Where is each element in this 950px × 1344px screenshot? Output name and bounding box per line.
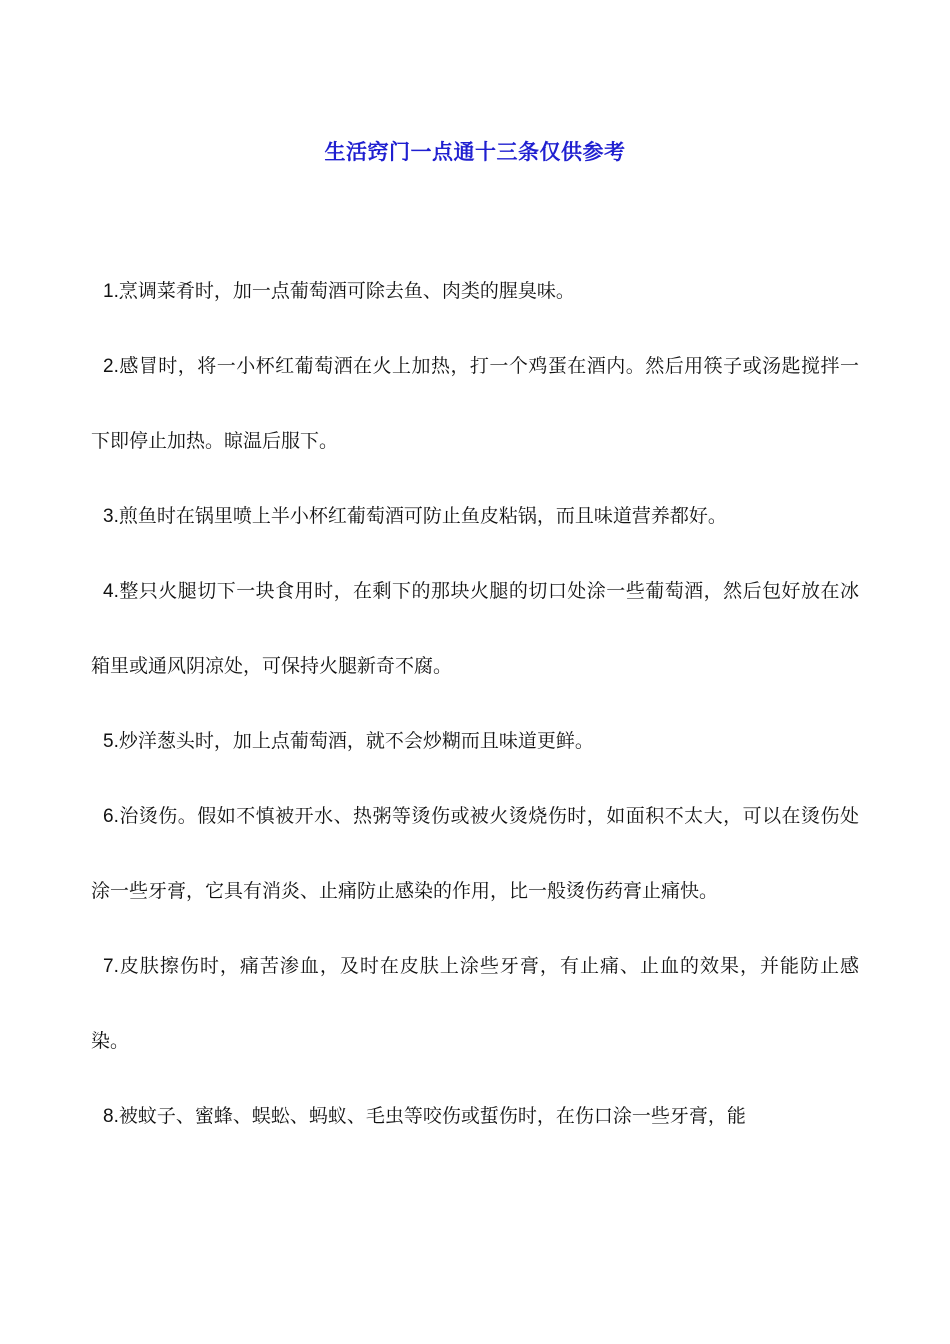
paragraph-number: 3. — [103, 506, 119, 527]
paragraph-text: 感冒时，将一小杯红葡萄洒在火上加热，打一个鸡蛋在酒内。然后用筷子或汤匙搅拌一下即停止加热。晾温后服下。 — [91, 355, 859, 452]
paragraph-4 — [91, 554, 859, 704]
paragraph-6 — [91, 779, 859, 929]
document-title: 生活窍门一点通十三条仅供参考 — [324, 139, 626, 164]
paragraph-1 — [91, 254, 859, 329]
paragraph-text: 煎鱼时在锅里喷上半小杯红葡萄酒可防止鱼皮粘锅，而且味道营养都好。 — [118, 505, 727, 527]
paragraph-2 — [91, 329, 859, 479]
paragraph-number: 6. — [103, 806, 119, 827]
paragraph-5 — [91, 704, 859, 779]
paragraph-number: 8. — [103, 1106, 119, 1127]
paragraph-text: 炒洋葱头时，加上点葡萄酒，就不会炒糊而且味道更鲜。 — [118, 730, 594, 752]
paragraph-text: 烹调菜肴时，加一点葡萄酒可除去鱼、肉类的腥臭味。 — [118, 280, 575, 302]
document-body — [91, 254, 859, 1154]
paragraph-number: 5. — [103, 731, 119, 752]
paragraph-8 — [91, 1079, 859, 1154]
paragraph-number: 7. — [103, 956, 119, 977]
paragraph-text: 整只火腿切下一块食用时，在剩下的那块火腿的切口处涂一些葡萄酒，然后包好放在冰箱里或通风阴凉处，可保持火腿新奇不腐。 — [91, 580, 859, 677]
paragraph-text: 治烫伤。假如不慎被开水、热粥等烫伤或被火烫烧伤时，如面积不太大，可以在烫伤处涂一些牙膏，它具有消炎、止痛防止感染的作用，比一般烫伤药膏止痛快。 — [91, 805, 859, 902]
paragraph-text: 被蚊子、蜜蜂、蜈蚣、蚂蚁、毛虫等咬伤或蜇伤时，在伤口涂一些牙膏，能 — [118, 1105, 746, 1127]
paragraph-number: 4. — [103, 581, 119, 602]
paragraph-number: 2. — [103, 356, 119, 377]
paragraph-text: 皮肤擦伤时，痛苦渗血，及时在皮肤上涂些牙膏，有止痛、止血的效果，并能防止感染。 — [91, 955, 859, 1052]
paragraph-3 — [91, 479, 859, 554]
paragraph-number: 1. — [103, 281, 119, 302]
paragraph-7 — [91, 929, 859, 1079]
